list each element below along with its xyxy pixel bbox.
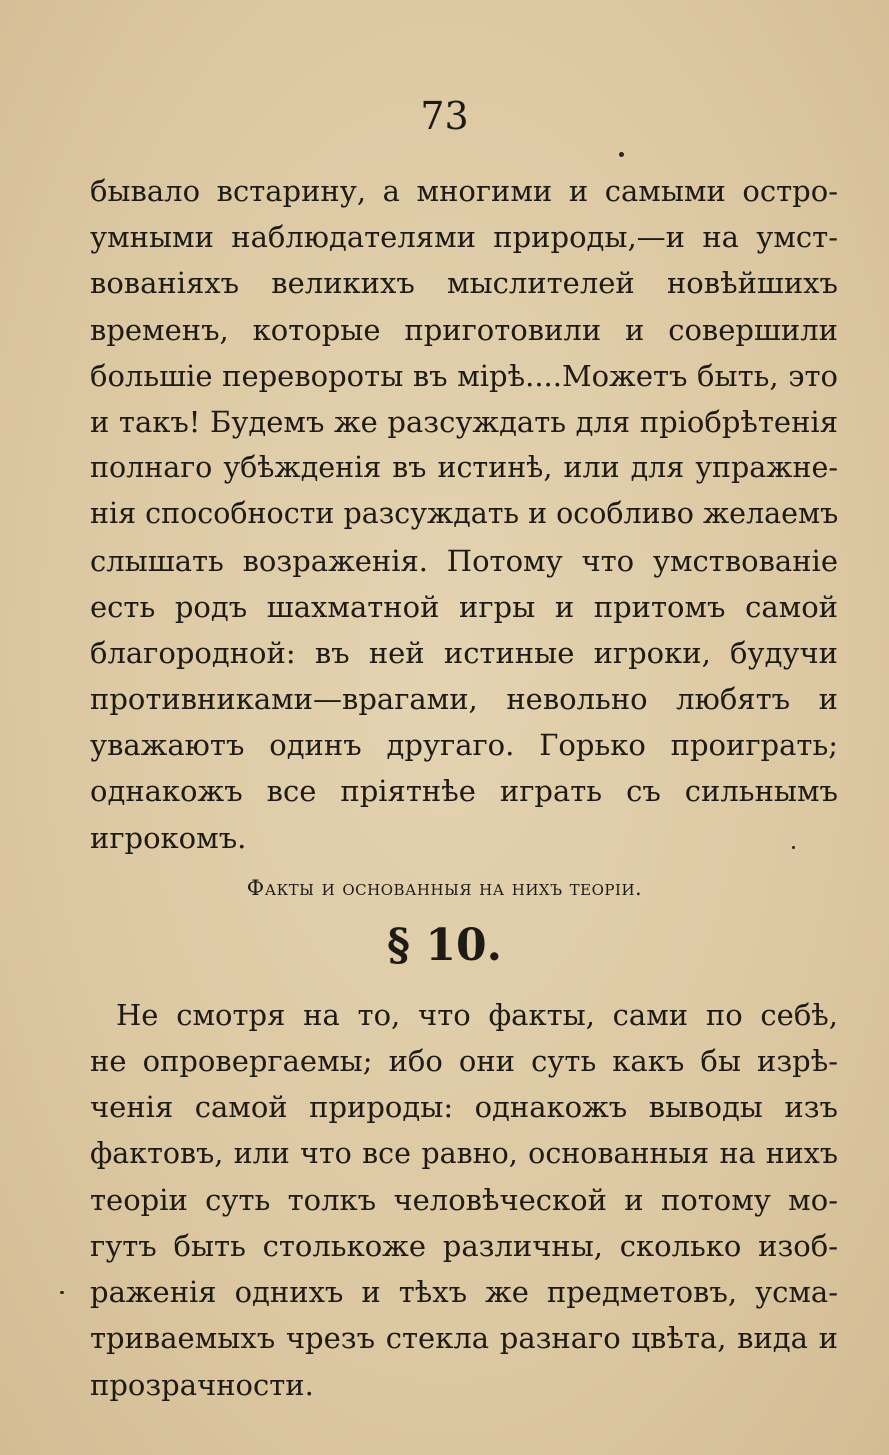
text-line: не опровергаемы; ибо они суть какъ бы изрѣ-: [90, 1044, 838, 1079]
text-line: однакожъ все пріятнѣе играть съ сильнымъ: [90, 774, 838, 809]
text-line: полнаго убѣжденія въ истинѣ, или для упражне-: [90, 451, 838, 485]
text-line: Не смотря на то, что факты, сами по себѣ,: [116, 998, 838, 1032]
text-line: вованіяхъ великихъ мыслителей новѣйшихъ: [90, 266, 838, 301]
text-line: прозрачности.: [90, 1367, 314, 1402]
text-line: и такъ! Будемъ же разсуждать для пріобрѣтенія: [90, 404, 838, 439]
text-line: раженія однихъ и тѣхъ же предметовъ, усма-: [90, 1275, 838, 1310]
text-line: теоріи суть толкъ человѣческой и потому мо-: [90, 1182, 838, 1217]
text-line: есть родъ шахматной игры и притомъ самой: [90, 589, 838, 624]
section-number: § 10.: [387, 920, 502, 971]
text-line: ченія самой природы: однакожъ выводы изъ: [90, 1090, 838, 1125]
paragraph-section-10: [90, 992, 838, 1408]
text-line: умными наблюдателями природы,—и на умст-: [90, 220, 838, 255]
text-line: фактовъ, или что все равно, основанныя на нихъ: [90, 1136, 838, 1170]
text-line: временъ, которые приготовили и совершили: [90, 312, 838, 347]
text-line: противниками—врагами, невольно любятъ и: [90, 682, 838, 717]
text-line: игрокомъ.: [90, 820, 247, 855]
section-heading: Факты и основанныя на нихъ теоріи.: [246, 876, 643, 900]
ink-speck: [60, 1291, 64, 1294]
text-line: гутъ быть столькоже различны, сколько изоб-: [90, 1228, 838, 1263]
text-line: бывало встарину, а многими и самыми остро-: [90, 174, 838, 208]
text-line: триваемыхъ чрезъ стекла разнаго цвѣта, вида и: [90, 1321, 838, 1356]
page-number: 73: [420, 94, 469, 138]
text-line: уважаютъ одинъ другаго. Горько проиграть;: [90, 728, 838, 763]
paragraph-continued: [90, 168, 838, 861]
text-line: большіе перевороты въ мірѣ....Можетъ быть, это: [90, 358, 838, 393]
ink-speck: [619, 152, 624, 157]
text-line: слышать возраженія. Потому что умствованіе: [90, 543, 838, 578]
text-line: нія способности разсуждать и особливо желаемъ: [90, 497, 839, 531]
text-line: благородной: въ ней истиные игроки, будучи: [90, 635, 838, 670]
